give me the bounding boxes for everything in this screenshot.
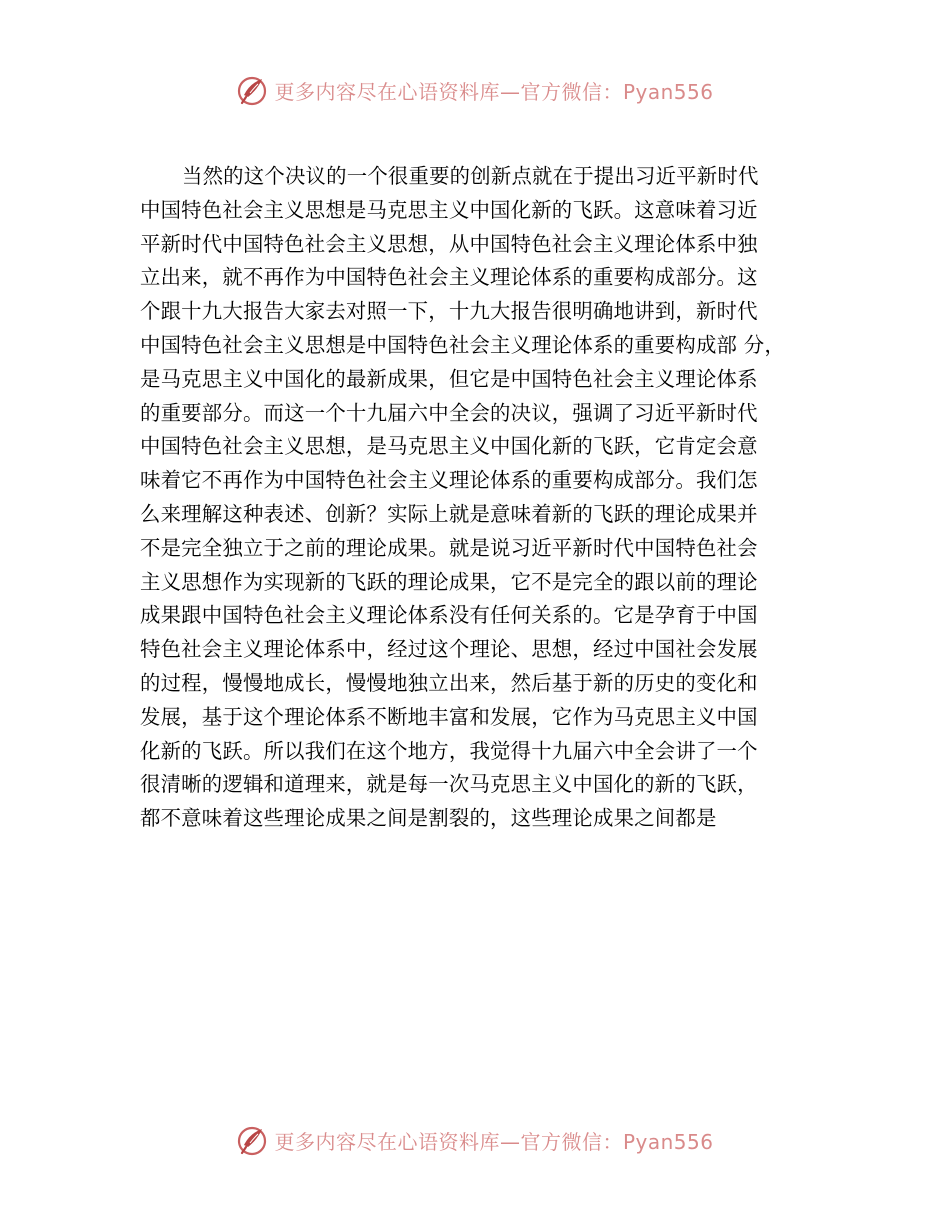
text-line: 个跟十九大报告大家去对照一下，十九大报告很明确地讲到，新时代 <box>140 299 758 324</box>
text-line: 是马克思主义中国化的最新成果，但它是中国特色社会主义理论体系 <box>140 366 758 391</box>
text-line: 味着它不再作为中国特色社会主义理论体系的重要构成部分。我们怎 <box>140 468 758 493</box>
text-line: 平新时代中国特色社会主义思想，从中国特色社会主义理论体系中独 <box>140 231 758 256</box>
text-line: 立出来，就不再作为中国特色社会主义理论体系的重要构成部分。这 <box>140 265 758 290</box>
watermark-text: 更多内容尽在心语资料库—官方微信：Pyan556 <box>274 1129 714 1154</box>
text-line: 都不意味着这些理论成果之间是割裂的，这些理论成果之间都是 <box>140 806 717 831</box>
footer-watermark <box>0 1120 950 1160</box>
text-line: 中国特色社会主义思想是中国特色社会主义理论体系的重要构成部 分， <box>140 332 785 357</box>
fountain-pen-logo-icon <box>236 73 270 107</box>
text-line: 中国特色社会主义思想是马克思主义中国化新的飞跃。这意味着习近 <box>140 197 758 222</box>
header-watermark <box>0 70 950 110</box>
text-line: 发展，基于这个理论体系不断地丰富和发展，它作为马克思主义中国 <box>140 704 758 729</box>
document-body <box>140 160 800 836</box>
text-line: 成果跟中国特色社会主义理论体系没有任何关系的。它是孕育于中国 <box>140 603 758 628</box>
text-line: 很清晰的逻辑和道理来，就是每一次马克思主义中国化的新的飞跃， <box>140 772 758 797</box>
text-line: 中国特色社会主义思想，是马克思主义中国化新的飞跃，它肯定会意 <box>140 434 758 459</box>
text-line: 特色社会主义理论体系中，经过这个理论、思想，经过中国社会发展 <box>140 637 758 662</box>
watermark-text: 更多内容尽在心语资料库—官方微信：Pyan556 <box>274 79 714 104</box>
text-line: 么来理解这种表述、创新？实际上就是意味着新的飞跃的理论成果并 <box>140 501 758 526</box>
text-line: 不是完全独立于之前的理论成果。就是说习近平新时代中国特色社会 <box>140 535 758 560</box>
text-line: 当然的这个决议的一个很重要的创新点就在于提出习近平新时代 <box>182 164 759 188</box>
text-line: 的过程，慢慢地成长，慢慢地独立出来，然后基于新的历史的变化和 <box>140 670 758 695</box>
text-line: 主义思想作为实现新的飞跃的理论成果，它不是完全的跟以前的理论 <box>140 569 758 594</box>
text-line: 化新的飞跃。所以我们在这个地方，我觉得十九届六中全会讲了一个 <box>140 738 758 763</box>
fountain-pen-logo-icon <box>236 1123 270 1157</box>
text-line: 的重要部分。而这一个十九届六中全会的决议，强调了习近平新时代 <box>140 400 758 425</box>
